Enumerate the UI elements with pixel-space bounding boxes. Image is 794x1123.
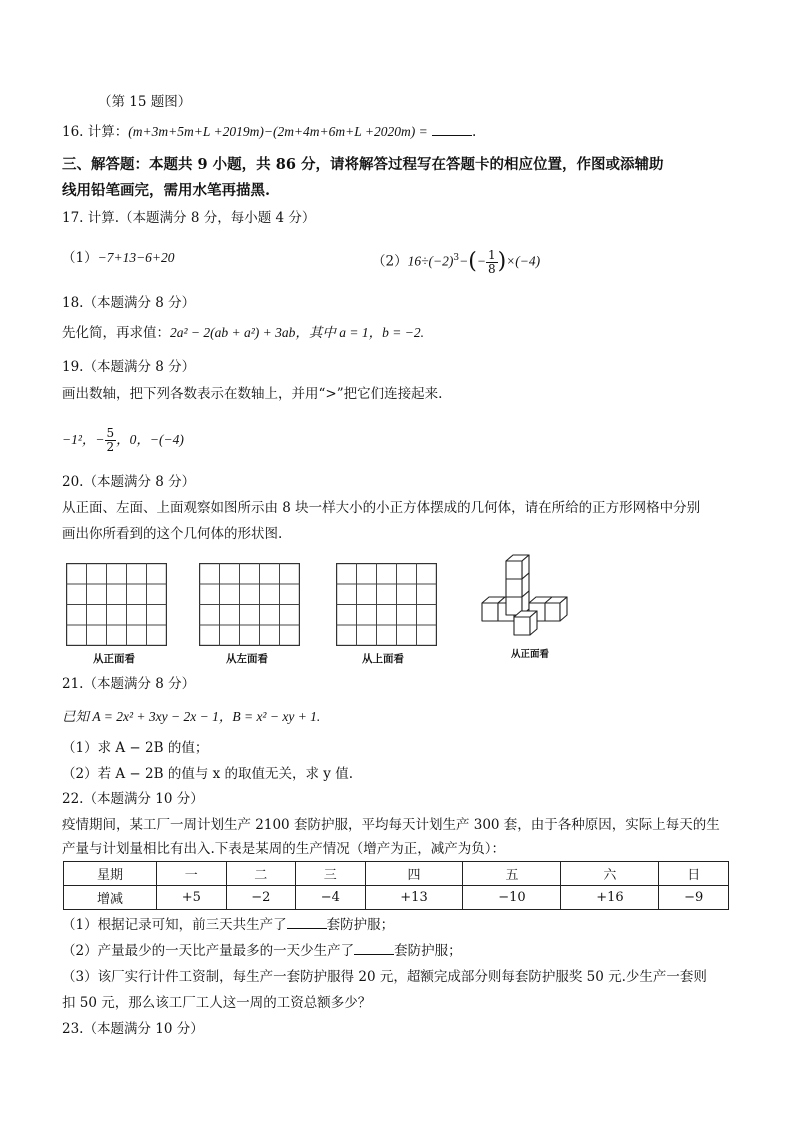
table-header-cell: 一 — [157, 862, 226, 886]
q23-title: 23.（本题满分 10 分） — [62, 1021, 204, 1037]
q17-part2-minus: − — [459, 253, 469, 269]
q17-part2: $(2)16\div(-2)^3-(-$ $\frac{1}{8}$ )×(−4) — [372, 247, 541, 276]
q16-answer-blank[interactable] — [432, 123, 472, 136]
q19-numbers-part1: −1²，− — [62, 432, 105, 447]
table-cell: +5 — [157, 886, 226, 910]
q19-fraction-numerator: 5 — [106, 426, 115, 440]
grid-front-view[interactable] — [66, 563, 167, 650]
q17-part2-fraction — [486, 249, 498, 276]
q16-line — [62, 122, 476, 142]
q19-numbers — [62, 423, 184, 457]
table-cell: −2 — [226, 886, 295, 910]
q21-given: 已知 A = 2x² + 3xy − 2x − 1，B = x² − xy + 1. — [62, 709, 321, 724]
q22-part2-blank[interactable] — [354, 942, 394, 955]
q21-title: 21.（本题满分 8 分） — [62, 676, 196, 692]
q21-part2: （2）若 A − 2B 的值与 x 的取值无关，求 y 值. — [62, 766, 354, 782]
q22-part1-blank[interactable] — [287, 916, 327, 929]
table-row — [64, 886, 729, 910]
table-header-cell: 星期 — [64, 862, 157, 886]
q17-part2-label: （2） — [372, 253, 408, 270]
q22-title: 22.（本题满分 10 分） — [62, 791, 204, 807]
section3-heading-line2: 线用铅笔画完，需用水笔再描黑. — [62, 182, 271, 199]
q22-part2-pre: （2）产量最少的一天比产量最多的一天少生产了 — [62, 943, 355, 959]
q22-line2: 产量与计划量相比有出入.下表是某周的生产情况（增产为正，减产为负）： — [62, 841, 506, 857]
q20-line1: 从正面、左面、上面观察如图所示由 8 块一样大小的小正方体摆成的几何体，请在所给的正方形网格中分别 — [62, 500, 701, 516]
q19-numbers-part2: ，0，−(−4) — [116, 432, 184, 447]
section3-heading-line1: 三、解答题：本题共 9 小题，共 86 分，请将解答过程写在答题卡的相应位置，作图或添辅助 — [62, 156, 664, 173]
q17-part1 — [62, 248, 175, 268]
grid-top-view[interactable] — [336, 563, 437, 650]
q22-part3-line2: 扣 50 元，那么该工厂工人这一周的工资总额多少？ — [62, 995, 372, 1011]
q15-caption: （第 15 题图） — [98, 94, 192, 110]
q20-title: 20.（本题满分 8 分） — [62, 474, 196, 490]
table-cell: −4 — [296, 886, 365, 910]
q17-fraction-denominator: 8 — [487, 261, 496, 276]
q17-title: 17. 计算.（本题满分 8 分，每小题 4 分） — [62, 210, 316, 226]
q17-part2-exponent: 3 — [453, 253, 460, 263]
q19-text: 画出数轴，把下列各数表示在数轴上，并用“>”把它们连接起来. — [62, 386, 443, 402]
q18-title: 18.（本题满分 8 分） — [62, 295, 196, 311]
q22-part1-pre: （1）根据记录可知，前三天共生产了 — [62, 917, 287, 933]
table-cell: +13 — [365, 886, 463, 910]
q22-part2-post: 套防护服； — [394, 943, 462, 959]
q17-part1-label: （1） — [62, 250, 98, 266]
table-header-cell: 日 — [659, 862, 729, 886]
table-cell: −10 — [463, 886, 561, 910]
q19-title: 19.（本题满分 8 分） — [62, 359, 196, 375]
q22-part2 — [62, 941, 462, 961]
q22-part3-line1: （3）该厂实行计件工资制，每生产一套防护服得 20 元，超额完成部分则每套防护服奖 50 元.少生产一套则 — [62, 969, 707, 985]
table-cell: +16 — [561, 886, 659, 910]
q16-prefix: 16. 计算： — [62, 124, 129, 140]
q22-part1 — [62, 915, 394, 935]
cube-figure — [478, 553, 582, 653]
table-header-cell: 六 — [561, 862, 659, 886]
table-cell: 增减 — [64, 886, 157, 910]
q17-part2-pre: 16÷(−2) — [407, 253, 454, 269]
q20-line2: 画出你所看到的这个几何体的形状图. — [62, 526, 283, 542]
q18-body — [62, 323, 424, 343]
q22-part1-post: 套防护服； — [326, 917, 395, 933]
q19-fraction — [105, 427, 117, 454]
q19-fraction-denominator: 2 — [106, 440, 115, 454]
q17-part2-post: ×(−4) — [506, 253, 541, 269]
q17-fraction-numerator: 1 — [487, 247, 496, 262]
table-header-cell: 三 — [296, 862, 365, 886]
cube-figure-caption: 从正面看 — [511, 649, 550, 660]
q22-line1: 疫情期间，某工厂一周计划生产 2100 套防护服，平均每天计划生产 300 套，由于各种原因，实际上每天的生 — [62, 817, 720, 833]
table-header-row — [64, 862, 729, 886]
grid-left-view[interactable] — [199, 563, 300, 650]
q16-suffix: . — [472, 124, 477, 140]
q18-condition: ，其中 a = 1，b = −2. — [295, 325, 425, 340]
grid-left-caption: 从左面看 — [226, 653, 268, 665]
table-header-cell: 五 — [463, 862, 561, 886]
table-cell: −9 — [659, 886, 729, 910]
grid-front-caption: 从正面看 — [93, 653, 135, 665]
table-header-cell: 二 — [226, 862, 295, 886]
grid-top-caption: 从上面看 — [362, 653, 404, 665]
production-table — [63, 861, 729, 910]
q21-part1: （1）求 A − 2B 的值； — [62, 740, 209, 756]
table-header-cell: 四 — [365, 862, 463, 886]
q18-expression: 2a² − 2(ab + a²) + 3ab — [170, 325, 296, 340]
q18-text: 先化简，再求值： — [62, 325, 170, 341]
q17-part1-expr: −7+13−6+20 — [97, 250, 175, 265]
q16-expression: (m+3m+5m+L +2019m)−(2m+4m+6m+L +2020m) = — [128, 124, 428, 139]
